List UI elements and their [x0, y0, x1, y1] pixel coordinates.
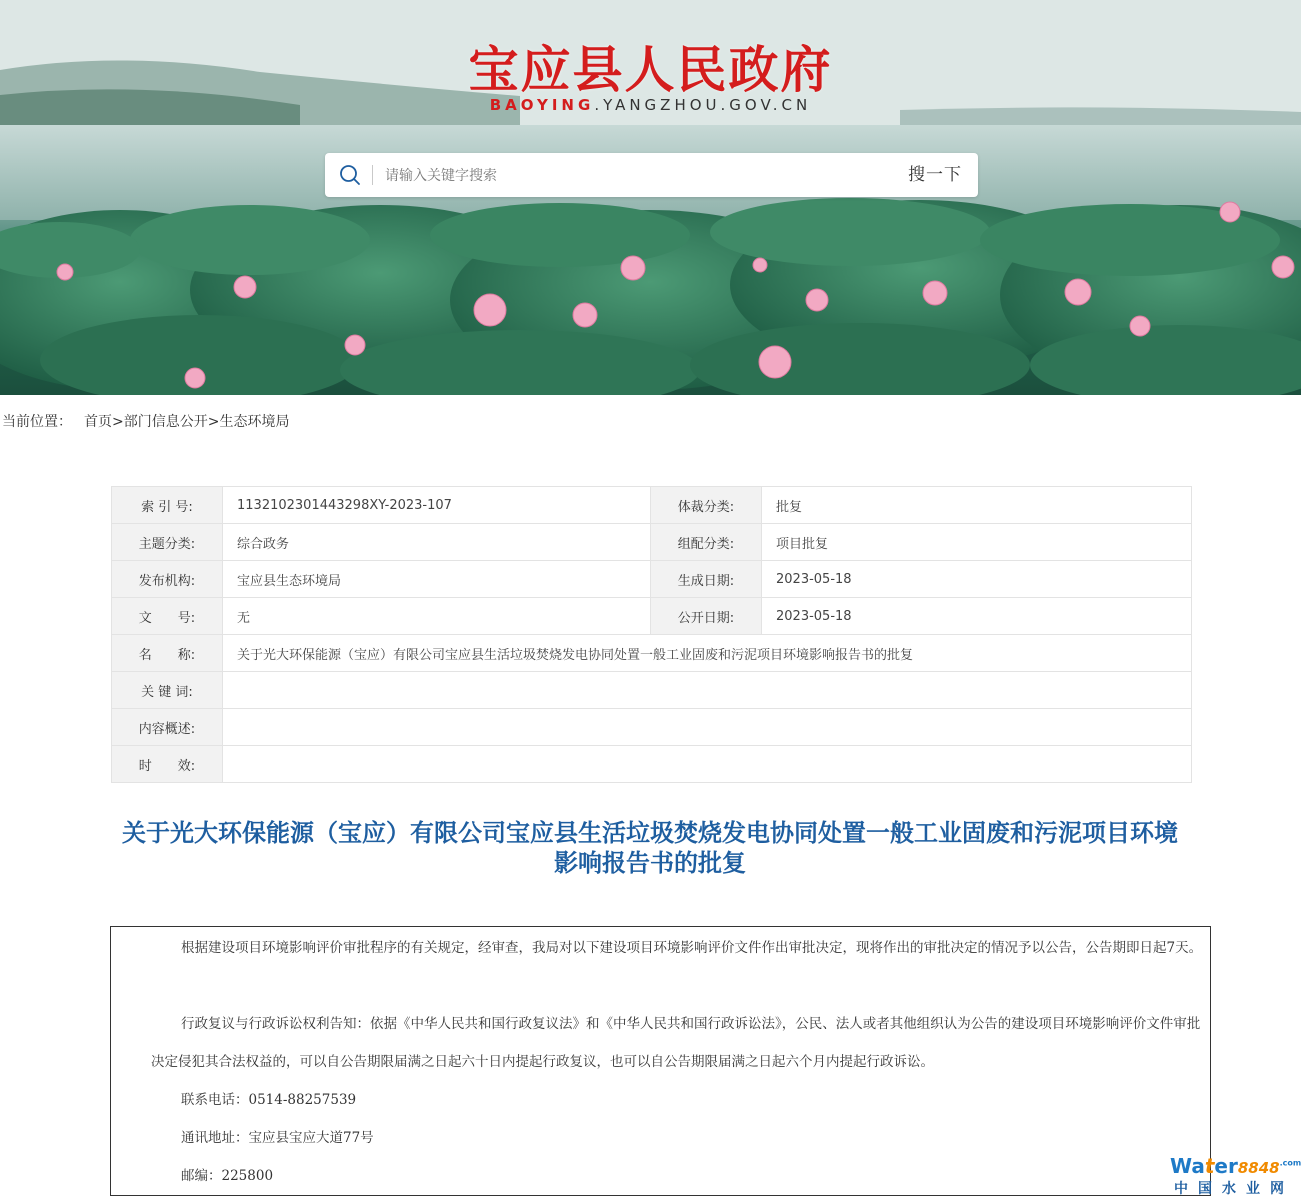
meta-value-genre: 批复 [762, 487, 1192, 524]
search-button[interactable]: 搜一下 [908, 165, 962, 185]
meta-row [112, 561, 1192, 598]
meta-key-name: 名 称: [112, 635, 223, 672]
document-meta-table [111, 486, 1192, 783]
watermark-brand-accent: t [1204, 1154, 1215, 1178]
article-contact-address: 通讯地址：宝应县宝应大道77号 [181, 1130, 374, 1146]
meta-key-validity: 时 效: [112, 746, 223, 783]
meta-value-name: 关于光大环保能源（宝应）有限公司宝应县生活垃圾焚烧发电协同处置一般工业固废和污泥项目环境影响报告书的批复 [223, 635, 1192, 672]
meta-key-topic: 主题分类: [112, 524, 223, 561]
watermark-brand-number: 8848 [1237, 1159, 1280, 1177]
breadcrumb-separator: > [112, 414, 124, 430]
meta-key-public-date: 公开日期: [651, 598, 762, 635]
search-divider [372, 165, 373, 185]
watermark-brand-domain: .com [1279, 1158, 1301, 1168]
meta-key-group: 组配分类: [651, 524, 762, 561]
site-domain-highlight: BAOYING [489, 96, 595, 114]
article-contact-phone: 联系电话：0514-88257539 [181, 1092, 357, 1108]
meta-row [112, 672, 1192, 709]
meta-value-group: 项目批复 [762, 524, 1192, 561]
breadcrumb-separator: > [207, 414, 220, 430]
watermark-brand-part: Wa [1170, 1154, 1205, 1178]
article-postcode: 邮编：225800 [181, 1168, 274, 1184]
meta-row [112, 487, 1192, 524]
article-paragraph-rights-notice: 行政复议与行政诉讼权利告知：依据《中华人民共和国行政复议法》和《中华人民共和国行政诉讼法》，公民、法人或者其他组织认为公告的建设项目环境影响评价文件审批决定侵犯其合法权益的，可以自公告期限届满之日起六十日内提起行政复议，也可以自公告期限届满之日起六个月内提起行政诉讼。 [151, 1016, 1201, 1070]
site-domain-rest: .YANGZHOU.GOV.CN [594, 96, 812, 114]
meta-value-keywords [223, 672, 1192, 709]
article-paragraph-announcement: 根据建设项目环境影响评价审批程序的有关规定，经审查，我局对以下建设项目环境影响评价文件作出审批决定，现将作出的审批决定的情况予以公告，公告期即日起7天。 [181, 940, 1203, 956]
meta-row [112, 746, 1192, 783]
watermark-tagline: 中国水业网 [1174, 1181, 1294, 1197]
meta-value-doc-number: 无 [223, 598, 651, 635]
search-icon[interactable] [339, 164, 361, 186]
meta-key-summary: 内容概述: [112, 709, 223, 746]
meta-value-index: 1132102301443298XY-2023-107 [223, 487, 651, 524]
site-title: 宝应县人民政府 [468, 40, 833, 99]
breadcrumb-label: 当前位置： [2, 414, 72, 430]
meta-value-validity [223, 746, 1192, 783]
site-domain [0, 96, 1301, 114]
meta-key-keywords: 关 键 词: [112, 672, 223, 709]
meta-key-doc-number: 文 号: [112, 598, 223, 635]
breadcrumb-dept-info-link[interactable]: 部门信息公开 [123, 414, 208, 430]
meta-value-topic: 综合政务 [223, 524, 651, 561]
search-box [325, 153, 978, 197]
meta-row [112, 709, 1192, 746]
breadcrumb-eco-bureau-link[interactable]: 生态环境局 [219, 414, 290, 430]
breadcrumb [2, 411, 289, 431]
watermark-brand-part: er [1214, 1154, 1238, 1178]
meta-value-public-date: 2023-05-18 [762, 598, 1192, 635]
meta-value-publisher: 宝应县生态环境局 [223, 561, 651, 598]
meta-key-index: 索 引 号: [112, 487, 223, 524]
water8848-watermark-logo [1170, 1154, 1301, 1199]
watermark-brand [1170, 1154, 1301, 1178]
meta-key-created-date: 生成日期: [651, 561, 762, 598]
search-input[interactable] [383, 162, 827, 190]
article-body [110, 926, 1211, 1196]
meta-row [112, 598, 1192, 635]
meta-value-created-date: 2023-05-18 [762, 561, 1192, 598]
meta-value-summary [223, 709, 1192, 746]
header-banner [0, 0, 1301, 395]
meta-row [112, 635, 1192, 672]
article-title: 关于光大环保能源（宝应）有限公司宝应县生活垃圾焚烧发电协同处置一般工业固废和污泥项目环境影响报告书的批复 [122, 819, 1178, 877]
meta-key-publisher: 发布机构: [112, 561, 223, 598]
meta-key-genre: 体裁分类: [651, 487, 762, 524]
breadcrumb-home-link[interactable]: 首页 [84, 414, 112, 430]
meta-row [112, 524, 1192, 561]
